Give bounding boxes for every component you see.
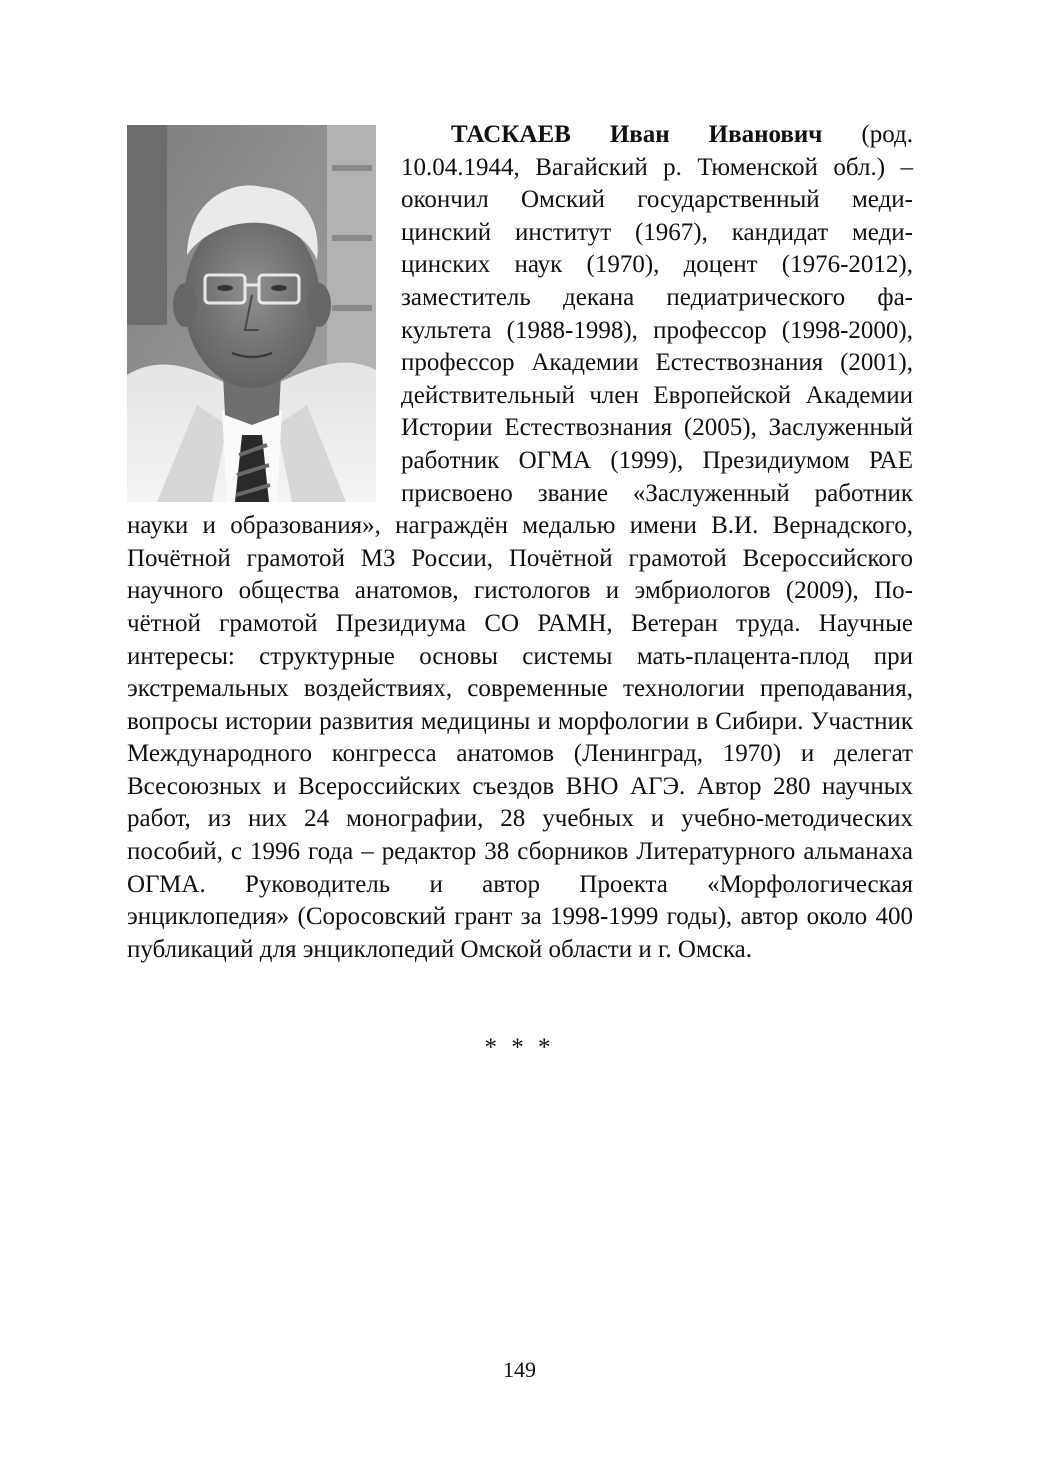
- page-number: 149: [503, 1357, 536, 1382]
- person-name: ТАСКАЕВ Иван Иванович: [451, 121, 823, 148]
- portrait-illustration: [127, 125, 376, 502]
- section-separator: * * *: [484, 1034, 555, 1061]
- biography-article: [127, 119, 913, 966]
- portrait-photo: [127, 125, 376, 502]
- biography-text: (род. 10.04.1944, Вагайский р. Тюменской обл.) – окончил Омский государственный медицинский институт (1967), кандидат медицинских наук (1970), доцент (1976-2012), заместитель декана педиатрического факультета (1988-1998), профессор (1998-2000), профессор Академии Естествознания (2001), действительный член Европейской Академии Истории Естествознания (2005), Заслуженный работник ОГМА (1999), Президиумом РАЕ присвоено звание «Заслуженный работник науки и образования», награждён медалью имени В.И. Вернадского, Почётной грамотой МЗ России, Почётной грамотой Всероссийского научного общества анатомов, гистологов и эмбриологов (2009), Почётной грамотой Президиума СО РАМН, Ветеран труда. Научные интересы: структурные основы системы мать-плацента-плод при экстремальных воздействиях, современные технологии преподавания, вопросы истории развития медицины и морфологии в Сибири. Участник Международного конгресса анатомов (Ленинград, 1970) и делегат Всесоюзных и Всероссийских съездов ВНО АГЭ. Автор 280 научных работ, из них 24 монографии, 28 учебных и учебно-методических пособий, с 1996 года – редактор 38 сборников Литературного альманаха ОГМА. Руководитель и автор Проекта «Морфологическая энциклопедия» (Соросовский грант за 1998-1999 годы), автор около 400 публикаций для энциклопедий Омской области и г. Омска.: [127, 121, 913, 963]
